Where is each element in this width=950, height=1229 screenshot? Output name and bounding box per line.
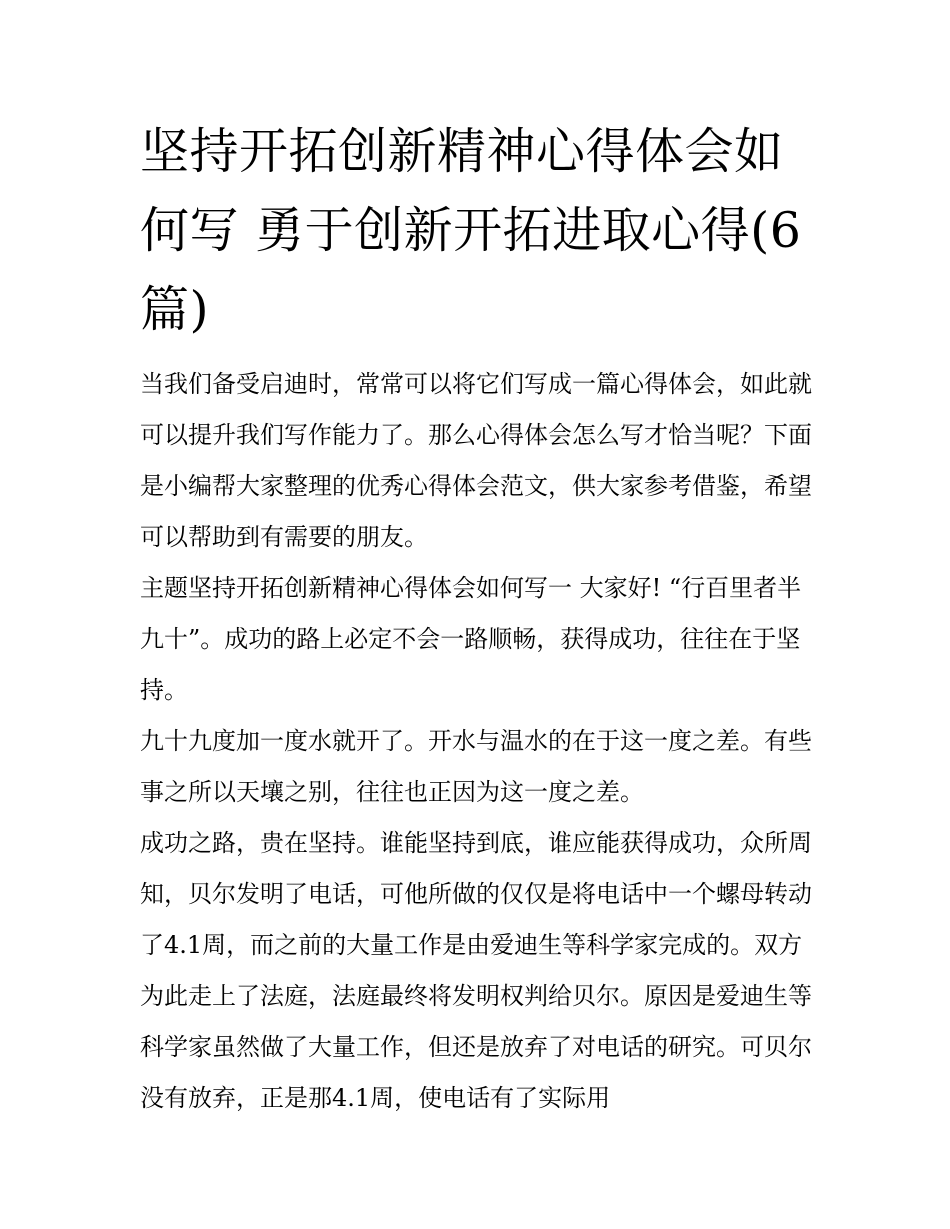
paragraph-topic: 主题坚持开拓创新精神心得体会如何写一 大家好! “行百里者半九十”。成功的路上必定不会一路顺畅，获得成功，往往在于坚持。 [140, 574, 802, 704]
document-title: 坚持开拓创新精神心得体会如何写 勇于创新开拓进取心得(6篇) [140, 123, 802, 338]
paragraph-boiling-water: 九十九度加一度水就开了。开水与温水的在于这一度之差。有些事之所以天壤之别，往往也正因为这一度之差。 [140, 727, 812, 806]
paragraph-bell-telephone: 成功之路，贵在坚持。谁能坚持到底，谁应能获得成功，众所周知，贝尔发明了电话，可他所做的仅仅是将电话中一个螺母转动了4.1周，而之前的大量工作是由爱迪生等科学家完成的。双方为此走上了法庭，法庭最终将发明权判给贝尔。原因是爱迪生等科学家虽然做了大量工作，但还是放弃了对电话的研究。可贝尔没有放弃，正是那4.1周，使电话有了实际用 [140, 829, 812, 1112]
paragraph-intro: 当我们备受启迪时，常常可以将它们写成一篇心得体会，如此就可以提升我们写作能力了。那么心得体会怎么写才恰当呢？下面是小编帮大家整理的优秀心得体会范文，供大家参考借鉴，希望可以帮助到有需要的朋友。 [140, 370, 812, 551]
document-body [140, 112, 812, 1124]
